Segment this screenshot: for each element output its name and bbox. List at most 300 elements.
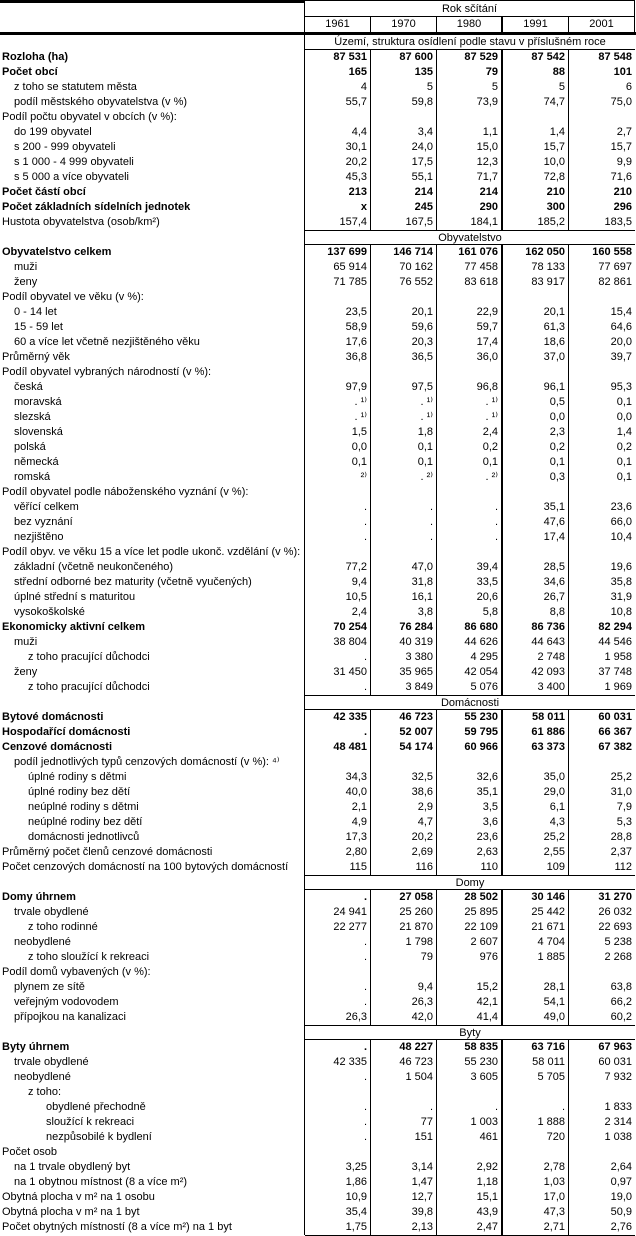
cell-value: 46 723 [371, 710, 437, 725]
cell-value: 3 400 [503, 680, 569, 695]
cell-value: 36,0 [437, 350, 503, 365]
cell-value [371, 545, 437, 560]
cell-value: 59,6 [371, 320, 437, 335]
cell-value: 1 885 [503, 950, 569, 965]
cell-value: 184,1 [437, 215, 503, 230]
table-row [0, 560, 636, 575]
row-label: věřící celkem [0, 500, 305, 515]
cell-value: 1,47 [371, 1175, 437, 1190]
row-label: Domy úhrnem [0, 890, 305, 905]
cell-value: 35,4 [305, 1205, 371, 1220]
table-row [0, 605, 636, 620]
cell-value: 47,3 [503, 1205, 569, 1220]
cell-value: 2,4 [305, 605, 371, 620]
cell-value: 31,8 [371, 575, 437, 590]
table-row [0, 455, 636, 470]
row-label: 60 a více let včetně nezjištěného věku [0, 335, 305, 350]
cell-value [371, 290, 437, 305]
row-label: z toho rodinné [0, 920, 305, 935]
table-row [0, 785, 636, 800]
table-row [0, 200, 636, 215]
row-label: Počet obytných místností (8 a více m²) na 1 byt [0, 1220, 305, 1235]
row-label: Obytná plocha v m² na 1 byt [0, 1205, 305, 1220]
cell-value: 82 861 [598, 276, 632, 288]
cell-value: 0,3 [503, 470, 569, 485]
cell-value: 20,0 [610, 336, 632, 348]
cell-value: 0,2 [437, 440, 503, 455]
table-row [0, 95, 636, 110]
cell-value: 36,5 [371, 350, 437, 365]
band-label-spacer [0, 230, 305, 245]
cell-value: 76 552 [371, 275, 437, 290]
cell-value [371, 1145, 437, 1160]
cell-value: 25 260 [371, 905, 437, 920]
cell-value: 25,2 [503, 830, 569, 845]
cell-value: 77,2 [305, 560, 371, 575]
table-body [0, 35, 636, 1235]
row-label: z toho pracující důchodci [0, 680, 305, 695]
cell-value: 42,0 [371, 1010, 437, 1025]
cell-value: 1,86 [305, 1175, 371, 1190]
table-row [0, 245, 636, 260]
cell-value: 71,7 [437, 170, 503, 185]
table-row [0, 1100, 636, 1115]
table-row [0, 380, 636, 395]
cell-value: 75,0 [610, 96, 632, 108]
cell-value: 25 895 [437, 905, 503, 920]
row-label: česká [0, 380, 305, 395]
table-row [0, 710, 636, 725]
cell-value: 0,1 [503, 455, 569, 470]
cell-value: 50,9 [610, 1206, 632, 1218]
cell-value: 2,80 [305, 845, 371, 860]
row-label: úplné rodiny bez dětí [0, 785, 305, 800]
cell-value: 54 174 [371, 740, 437, 755]
cell-value: 60 031 [598, 1056, 632, 1068]
band-label-spacer [0, 35, 305, 50]
cell-value [305, 365, 371, 380]
cell-value: 2 268 [604, 951, 632, 963]
row-label: Obytná plocha v m² na 1 osobu [0, 1190, 305, 1205]
cell-value: 58 835 [437, 1040, 503, 1055]
table-row [0, 305, 636, 320]
cell-value: 5,8 [437, 605, 503, 620]
cell-value: 5,3 [616, 816, 632, 828]
cell-value: 55 230 [437, 710, 503, 725]
cell-value: 2,76 [610, 1221, 632, 1233]
cell-value: 15,7 [610, 141, 632, 153]
cell-value: 87 542 [503, 50, 569, 65]
cell-value: . [305, 650, 371, 665]
cell-value: 5 [503, 80, 569, 95]
cell-value: 0,1 [616, 396, 632, 408]
row-label: neobydlené [0, 1070, 305, 1085]
cell-value: 2,47 [437, 1220, 503, 1235]
cell-value: . ¹⁾ [305, 395, 371, 410]
cell-value: 45,3 [305, 170, 371, 185]
cell-value: 26,3 [305, 1010, 371, 1025]
cell-value: 109 [503, 860, 569, 875]
cell-value: . [305, 995, 371, 1010]
cell-value: 4,4 [305, 125, 371, 140]
cell-value: 214 [437, 185, 503, 200]
cell-value: 6 [625, 81, 632, 93]
cell-value: 1,18 [437, 1175, 503, 1190]
cell-value: 71 785 [305, 275, 371, 290]
table-row [0, 365, 636, 380]
cell-value: 77 458 [437, 260, 503, 275]
table-row [0, 650, 636, 665]
cell-value: 20,1 [503, 305, 569, 320]
cell-value: 162 050 [503, 245, 569, 260]
cell-value: 52 007 [371, 725, 437, 740]
table-row [0, 800, 636, 815]
row-label: úplné rodiny s dětmi [0, 770, 305, 785]
table-row [0, 110, 636, 125]
cell-value: 21 870 [371, 920, 437, 935]
cell-value: 1 888 [503, 1115, 569, 1130]
cell-value: 5 705 [503, 1070, 569, 1085]
cell-value: 28,5 [503, 560, 569, 575]
cell-value: 73,9 [437, 95, 503, 110]
cell-value: . [305, 1070, 371, 1085]
cell-value: 55,1 [371, 170, 437, 185]
cell-value: 6,1 [503, 800, 569, 815]
cell-value [305, 1145, 371, 1160]
cell-value: 2,1 [305, 800, 371, 815]
cell-value: 4 295 [437, 650, 503, 665]
cell-value: 28,8 [610, 831, 632, 843]
cell-value: 42,1 [437, 995, 503, 1010]
cell-value: . [305, 980, 371, 995]
cell-value [437, 545, 503, 560]
row-label: podíl jednotlivých typů cenzových domácností (v %): ⁴⁾ [0, 755, 305, 770]
cell-value: 54,1 [503, 995, 569, 1010]
cell-value: 60 966 [437, 740, 503, 755]
row-label: Počet obcí [0, 65, 305, 80]
table-row [0, 440, 636, 455]
table-row [0, 155, 636, 170]
cell-value: 8,8 [503, 605, 569, 620]
cell-value [371, 485, 437, 500]
cell-value: 55,7 [305, 95, 371, 110]
cell-value [371, 755, 437, 770]
cell-value: 3 380 [371, 650, 437, 665]
cell-value: 1 504 [371, 1070, 437, 1085]
cell-value: 22 693 [598, 921, 632, 933]
cell-value: 42 335 [305, 1055, 371, 1070]
cell-value: 63,8 [610, 981, 632, 993]
cell-value [569, 1085, 635, 1100]
cell-value: 66,2 [610, 996, 632, 1008]
cell-value [437, 755, 503, 770]
cell-value: 2,92 [437, 1160, 503, 1175]
cell-value: 40,0 [305, 785, 371, 800]
cell-value [437, 365, 503, 380]
row-label: německá [0, 455, 305, 470]
cell-value: 2 314 [604, 1116, 632, 1128]
row-label: Podíl obyv. ve věku 15 a více let podle ukonč. vzdělání (v %): [0, 545, 305, 560]
table-row [0, 1190, 636, 1205]
cell-value: 1 969 [604, 681, 632, 693]
cell-value: 1,4 [616, 426, 632, 438]
cell-value: . [305, 500, 371, 515]
cell-value: 9,4 [371, 980, 437, 995]
cell-value [503, 1085, 569, 1100]
cell-value: 65 914 [305, 260, 371, 275]
cell-value: 44 546 [598, 636, 632, 648]
cell-value [371, 365, 437, 380]
cell-value: 15,0 [437, 140, 503, 155]
section-band-label: Území, struktura osídlení podle stavu v příslušném roce [305, 35, 635, 50]
cell-value [305, 965, 371, 980]
cell-value: 48 227 [371, 1040, 437, 1055]
cell-value: 61 886 [503, 725, 569, 740]
cell-value [305, 290, 371, 305]
cell-value: 17,4 [437, 335, 503, 350]
cell-value: . [305, 515, 371, 530]
cell-value: 20,1 [371, 305, 437, 320]
cell-value: 39,7 [610, 351, 632, 363]
cell-value: 61,3 [503, 320, 569, 335]
cell-value: . [437, 515, 503, 530]
cell-value: 1,75 [305, 1220, 371, 1235]
cell-value [305, 1085, 371, 1100]
cell-value: 3,6 [437, 815, 503, 830]
row-label: základní (včetně neukončeného) [0, 560, 305, 575]
cell-value: 39,8 [371, 1205, 437, 1220]
cell-value: 24 941 [305, 905, 371, 920]
cell-value: 42 093 [503, 665, 569, 680]
cell-value: 183,5 [604, 216, 632, 228]
cell-value: . ²⁾ [437, 470, 503, 485]
cell-value: 2,7 [616, 126, 632, 138]
cell-value: 15,2 [437, 980, 503, 995]
cell-value: 97,9 [305, 380, 371, 395]
cell-value [503, 965, 569, 980]
cell-value: 1,1 [437, 125, 503, 140]
row-label: střední odborné bez maturity (včetně vyučených) [0, 575, 305, 590]
cell-value: 60 031 [598, 711, 632, 723]
cell-value: 137 699 [305, 245, 371, 260]
cell-value: 290 [437, 200, 503, 215]
cell-value: 22,9 [437, 305, 503, 320]
cell-value: 0,2 [616, 441, 632, 453]
cell-value: 67 963 [598, 1041, 632, 1053]
section-band-label: Domy [305, 875, 635, 890]
row-label: do 199 obyvatel [0, 125, 305, 140]
cell-value: 35,8 [610, 576, 632, 588]
row-label: obydlené přechodně [0, 1100, 305, 1115]
cell-value: ²⁾ [305, 470, 371, 485]
cell-value [569, 755, 635, 770]
cell-value: 95,3 [610, 381, 632, 393]
row-label: Bytové domácnosti [0, 710, 305, 725]
cell-value [503, 110, 569, 125]
cell-value: 70 254 [305, 620, 371, 635]
cell-value: 2,64 [610, 1161, 632, 1173]
cell-value: 5 238 [604, 936, 632, 948]
cell-value: 34,6 [503, 575, 569, 590]
cell-value [569, 545, 635, 560]
cell-value: 0,1 [616, 471, 632, 483]
cell-value: 976 [437, 950, 503, 965]
row-label: Průměrný počet členů cenzové domácnosti [0, 845, 305, 860]
cell-value: . [371, 530, 437, 545]
cell-value: 39,4 [437, 560, 503, 575]
cell-value: 30 146 [503, 890, 569, 905]
cell-value: 15,1 [437, 1190, 503, 1205]
cell-value: . [305, 530, 371, 545]
cell-value: 38 804 [305, 635, 371, 650]
cell-value: 1,8 [371, 425, 437, 440]
cell-value: 32,6 [437, 770, 503, 785]
cell-value: . ¹⁾ [305, 410, 371, 425]
cell-value: 20,6 [437, 590, 503, 605]
row-label: na 1 obytnou místnost (8 a více m²) [0, 1175, 305, 1190]
row-label: Podíl obyvatel podle náboženského vyznání (v %): [0, 485, 305, 500]
cell-value: 87 531 [305, 50, 371, 65]
cell-value: 35,1 [503, 500, 569, 515]
table-row [0, 545, 636, 560]
cell-value: 58 011 [503, 1055, 569, 1070]
cell-value: 70 162 [371, 260, 437, 275]
cell-value: 2,13 [371, 1220, 437, 1235]
cell-value: . [437, 530, 503, 545]
cell-value [569, 485, 635, 500]
cell-value: 0,0 [305, 440, 371, 455]
cell-value: 245 [371, 200, 437, 215]
cell-value: 79 [437, 65, 503, 80]
cell-value: 38,6 [371, 785, 437, 800]
cell-value: 25 442 [503, 905, 569, 920]
cell-value: 10,0 [503, 155, 569, 170]
section-band-label: Domácnosti [305, 695, 635, 710]
cell-value: 10,9 [305, 1190, 371, 1205]
section-band [0, 230, 636, 245]
cell-value: 12,7 [371, 1190, 437, 1205]
cell-value: 64,6 [610, 321, 632, 333]
cell-value: 110 [437, 860, 503, 875]
cell-value: 135 [371, 65, 437, 80]
header-label-spacer [0, 17, 305, 32]
row-label: neúplné rodiny bez dětí [0, 815, 305, 830]
cell-value: . [305, 950, 371, 965]
cell-value: . ¹⁾ [371, 410, 437, 425]
cell-value: 0,1 [371, 455, 437, 470]
cell-value: 115 [305, 860, 371, 875]
cell-value: 37,0 [503, 350, 569, 365]
table-row [0, 1130, 636, 1145]
cell-value: 2 607 [437, 935, 503, 950]
table-row [0, 920, 636, 935]
table-row [0, 395, 636, 410]
row-label: Počet cenzových domácností na 100 bytových domácností [0, 860, 305, 875]
cell-value: . [305, 890, 371, 905]
cell-value: 0,0 [616, 411, 632, 423]
cell-value: 87 529 [437, 50, 503, 65]
table-row [0, 425, 636, 440]
cell-value: 48 481 [305, 740, 371, 755]
row-label: polská [0, 440, 305, 455]
cell-value: 36,8 [305, 350, 371, 365]
cell-value: . [437, 1100, 503, 1115]
cell-value: 26 032 [598, 906, 632, 918]
cell-value: 116 [371, 860, 437, 875]
table-row [0, 1070, 636, 1085]
cell-value: 2,71 [503, 1220, 569, 1235]
table-row [0, 1055, 636, 1070]
table-row [0, 410, 636, 425]
cell-value: 72,8 [503, 170, 569, 185]
table-row [0, 50, 636, 65]
section-band [0, 1025, 636, 1040]
cell-value: 3,5 [437, 800, 503, 815]
cell-value: 34,3 [305, 770, 371, 785]
cell-value: 1 798 [371, 935, 437, 950]
section-band [0, 35, 636, 50]
year-header-1970: 1970 [371, 17, 437, 32]
row-label: úplné střední s maturitou [0, 590, 305, 605]
cell-value: . [371, 515, 437, 530]
cell-value: 296 [613, 201, 632, 213]
cell-value: 12,3 [437, 155, 503, 170]
table-row [0, 185, 636, 200]
row-label: podíl městského obyvatelstva (v %) [0, 95, 305, 110]
table-row [0, 140, 636, 155]
table-row [0, 1205, 636, 1220]
table-row [0, 170, 636, 185]
cell-value: 0,1 [305, 455, 371, 470]
cell-value: . [503, 1100, 569, 1115]
header-row-years [0, 17, 636, 32]
cell-value: 59 795 [437, 725, 503, 740]
cell-value: 30,1 [305, 140, 371, 155]
cell-value: 26,3 [371, 995, 437, 1010]
table-row [0, 845, 636, 860]
cell-value [437, 290, 503, 305]
row-label: Počet částí obcí [0, 185, 305, 200]
cell-value: 16,1 [371, 590, 437, 605]
cell-value: 3,8 [371, 605, 437, 620]
cell-value: 46 723 [371, 1055, 437, 1070]
cell-value [503, 290, 569, 305]
table-row [0, 1010, 636, 1025]
cell-value: 165 [305, 65, 371, 80]
cell-value: 17,0 [503, 1190, 569, 1205]
row-label: slezská [0, 410, 305, 425]
cell-value: 88 [503, 65, 569, 80]
table-row [0, 905, 636, 920]
table-row [0, 215, 636, 230]
cell-value: 3,14 [371, 1160, 437, 1175]
table-row [0, 1220, 636, 1235]
cell-value: 67 382 [598, 741, 632, 753]
row-label: Podíl domů vybavených (v %): [0, 965, 305, 980]
cell-value: 157,4 [305, 215, 371, 230]
row-label: Počet základních sídelních jednotek [0, 200, 305, 215]
cell-value: 167,5 [371, 215, 437, 230]
row-label: z toho se statutem města [0, 80, 305, 95]
cell-value: 10,5 [305, 590, 371, 605]
cell-value: 213 [305, 185, 371, 200]
table-row [0, 995, 636, 1010]
cell-value: 47,0 [371, 560, 437, 575]
cell-value [371, 1085, 437, 1100]
cell-value: 82 294 [598, 621, 632, 633]
row-label: Podíl počtu obyvatel v obcích (v %): [0, 110, 305, 125]
table-row [0, 830, 636, 845]
